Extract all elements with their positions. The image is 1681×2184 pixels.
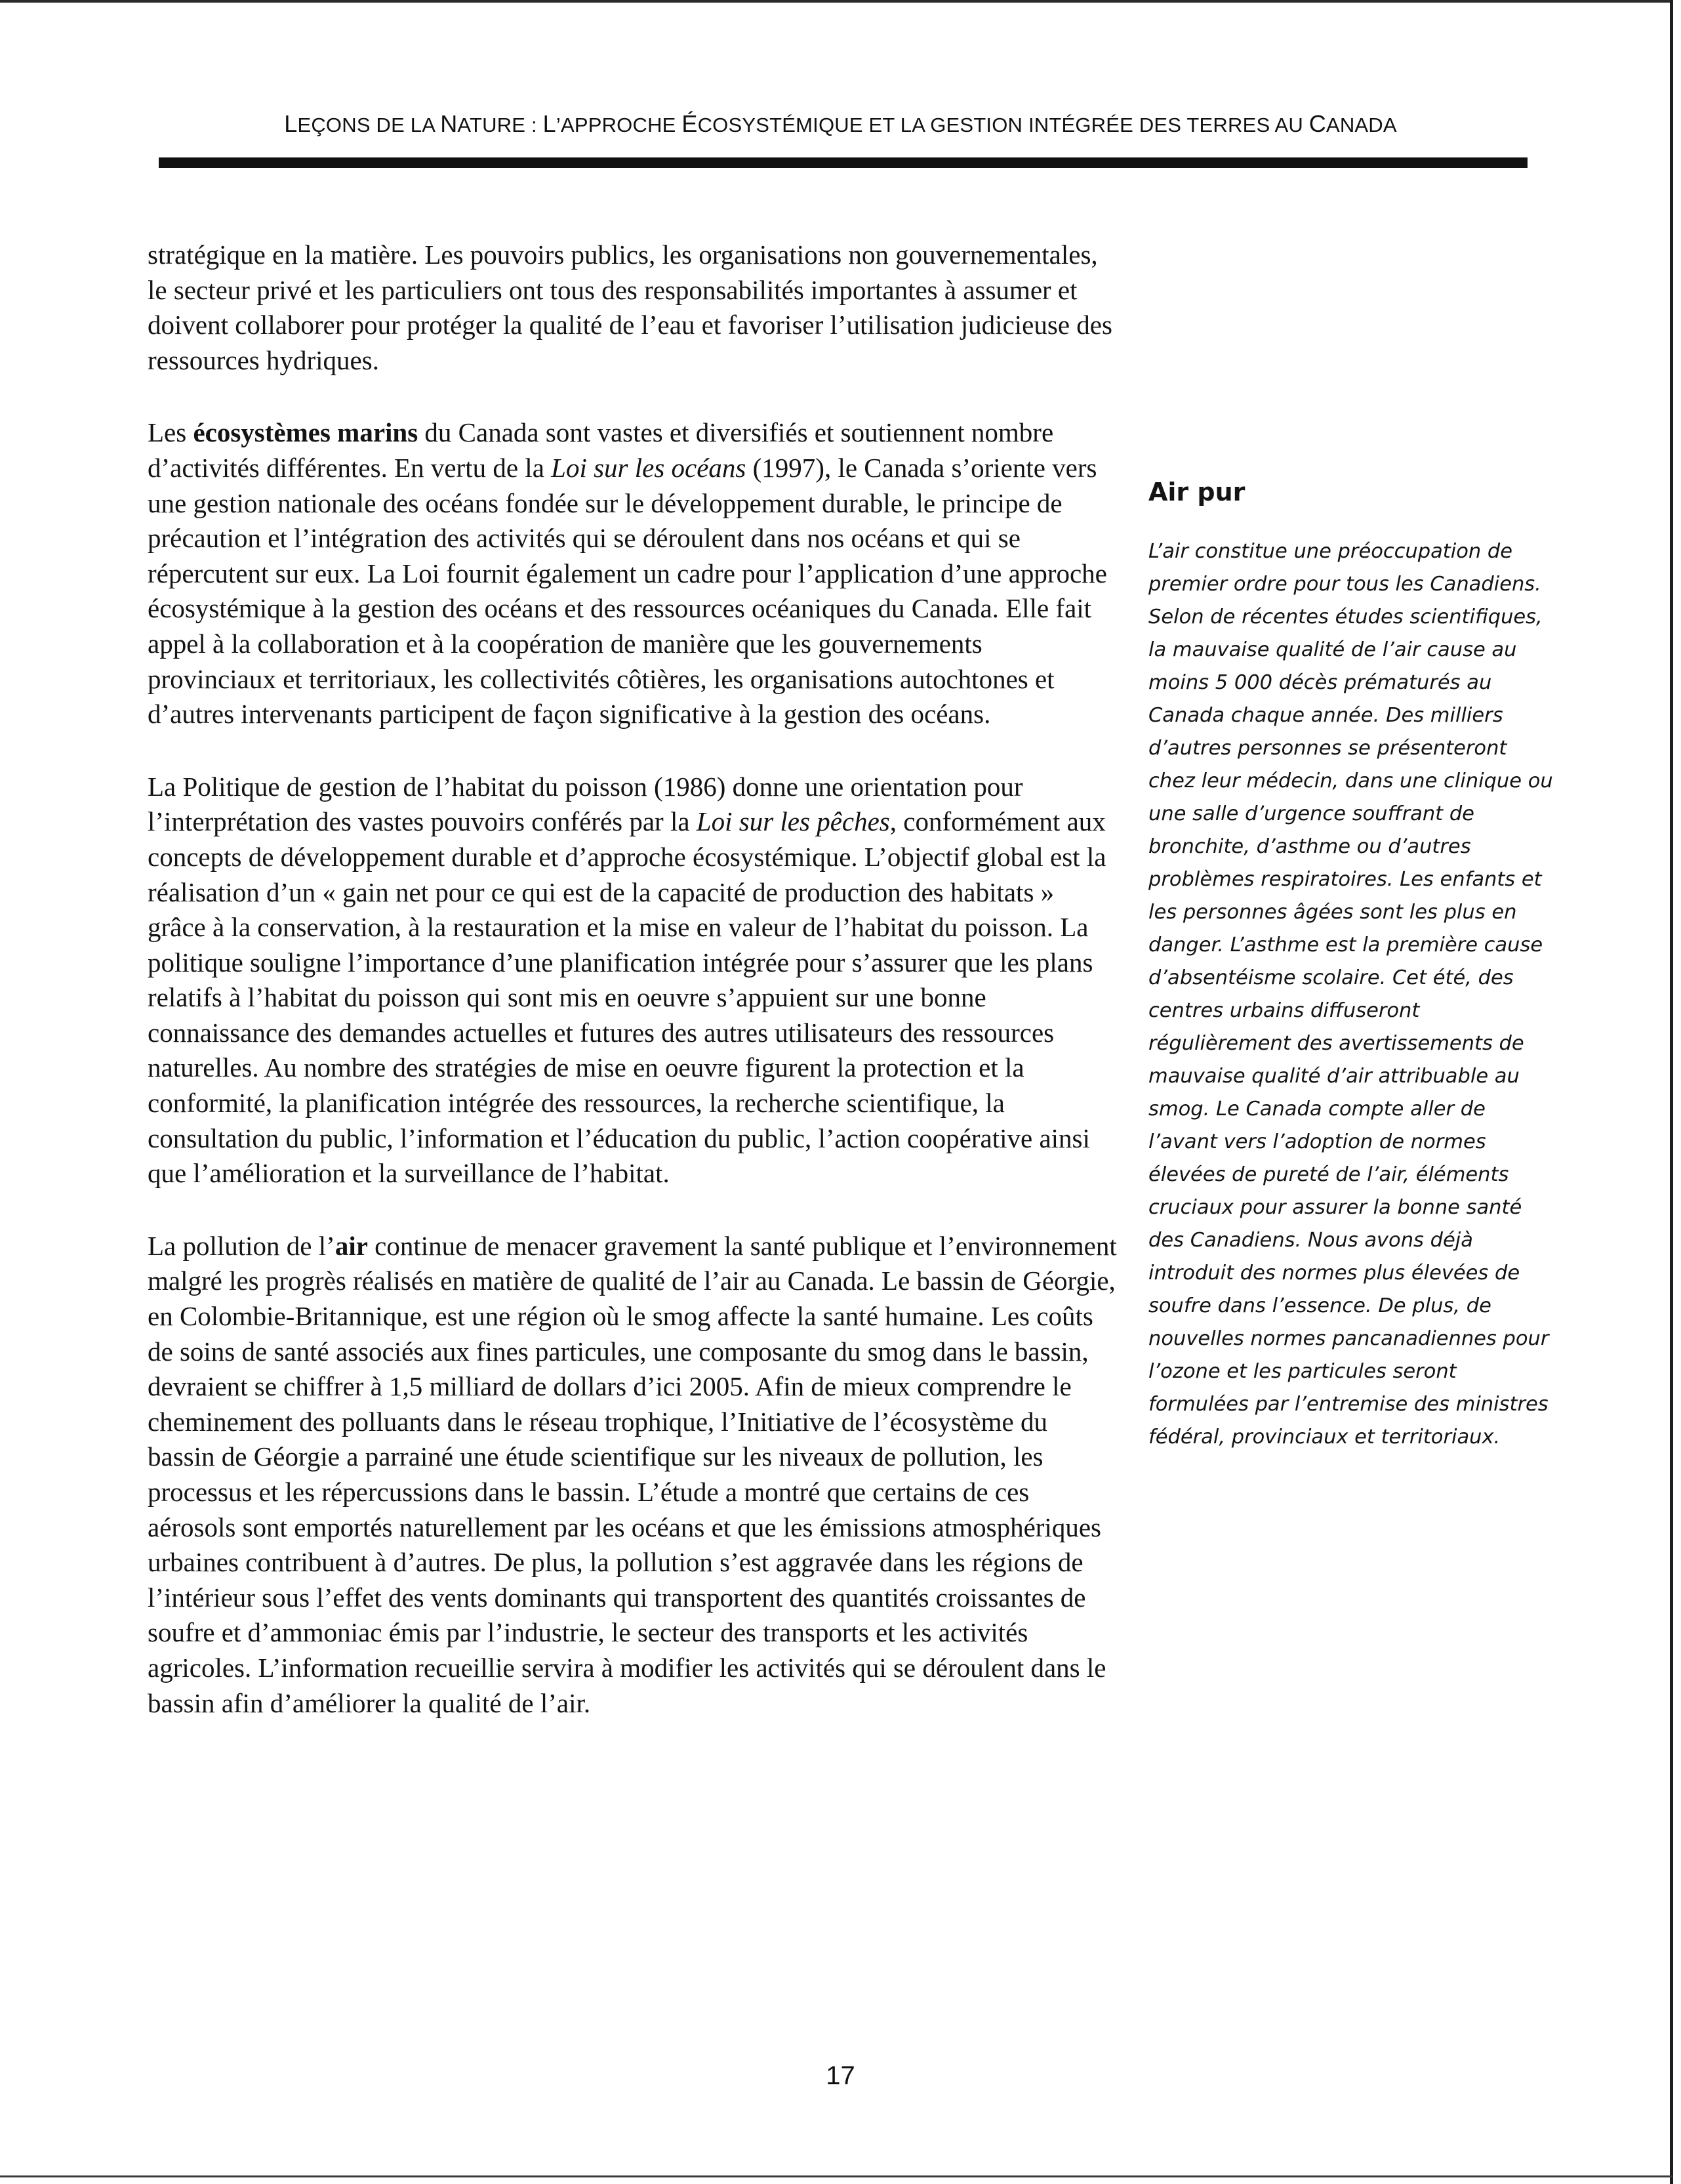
running-header-segment: C [1308,110,1326,137]
sidebar-title: Air pur [1148,478,1246,506]
body-paragraph [148,770,1117,1191]
bold-term: air [334,1230,368,1261]
running-header-segment: ATURE : [457,113,543,136]
text-run: continue de menacer gravement la santé publique et l’environnement malgré les progrès réalisés en matière de qualité de l’air au Canada. Le bassin de Géorgie, en Colombie-Britannique, est une région où le smog affecte la santé humaine. Les coûts de soins de santé associés aux fines particules, une composante du smog dans le bassin, devraient se chiffrer à 1,5 milliard de dollars d’ici 2005. Afin de mieux comprendre le cheminement des polluants dans le réseau trophique, l’Initiative de l’écosystème du bassin de Géorgie a parrainé une étude scientifique sur les niveaux de pollution, les processus et les répercussions dans le bassin. L’étude a montré que certains de ces aérosols sont emportés naturellement par les océans et que les émissions atmosphériques urbaines contribuent à d’autres. De plus, la pollution s’est aggravée dans les régions de l’intérieur sous l’effet des vents dominants qui transportent des quantités croissantes de soufre et d’ammoniac émis par l’industrie, le secteur des transports et les activités agricoles. L’information recueillie servira à modifier les activités qui se déroulent dans le bassin afin d’améliorer la qualité de l’air. [148,1230,1117,1718]
running-header-segment: L [542,110,556,137]
running-header-segment: N [440,110,458,137]
running-header-segment: ANADA [1326,113,1397,136]
text-run: La Politique de gestion de l’habitat du poisson (1986) donne une orientation pour l’interprétation des vastes pouvoirs conférés par la [148,771,1023,837]
running-header [0,110,1681,138]
bold-term: écosystèmes marins [193,417,418,448]
running-header-segment: EÇONS DE LA [297,113,441,136]
sidebar-body: L’air constitue une préoccupation de premier ordre pour tous les Canadiens. Selon de récentes études scientifiques, la mauvaise qualité de l’air cause au moins 5 000 décès prématurés au Canada chaque année. Des milliers d’autres personnes se présenteront chez leur médecin, dans une clinique ou une salle d’urgence souffrant de bronchite, d’asthme ou d’autres problèmes respiratoires. Les enfants et les personnes âgées sont les plus en danger. L’asthme est la première cause d’absentéisme scolaire. Cet été, des centres urbains diffuseront régulièrement des avertissements de mauvaise qualité d’air attribuable au smog. Le Canada compte aller de l’avant vers l’adoption de normes élevées de pureté de l’air, éléments cruciaux pour assurer la bonne santé des Canadiens. Nous avons déjà introduit des normes plus élevées de soufre dans l’essence. De plus, de nouvelles normes pancanadiennes pour l’ozone et les particules seront formulées par l’entremise des ministres fédéral, provinciaux et territoriaux. [1148,540,1553,1449]
running-header-segment: L [284,110,298,137]
text-run: La pollution de l’ [148,1230,335,1261]
page-number: 17 [826,2061,855,2090]
body-paragraph [148,415,1117,731]
body-paragraph [148,237,1117,378]
text-run: du Canada sont vastes et diversifiés et soutiennent nombre d’activités différentes. En vertu de la [148,417,1054,483]
running-header-segment: ’APPROCHE [556,113,682,136]
text-run: (1997), le Canada s’oriente vers une gestion nationale des océans fondée sur le développement durable, le principe de précaution et l’intégration des activités qui se déroulent dans nos océans et qui se répercutent sur eux. La Loi fournit également un cadre pour l’application d’une approche écosystémique à la gestion des océans et des ressources océaniques du Canada. Elle fait appel à la collaboration et à la coopération de manière que les gouvernements provinciaux et territoriaux, les collectivités côtières, les organisations autochtones et d’autres intervenants participent de façon significative à la gestion des océans. [148,452,1107,730]
italic-title: Loi sur les océans [551,452,746,483]
header-rule [159,157,1528,168]
page-border-top [0,0,1671,3]
text-run: stratégique en la matière. Les pouvoirs publics, les organisations non gouvernementales, le secteur privé et les particuliers ont tous des responsabilités importantes à assumer et doivent collaborer pour protéger la qualité de l’eau et favoriser l’utilisation judicieuse des ressources hydriques. [148,239,1112,375]
page-border-right [1670,0,1673,2184]
running-header-segment: COSYSTÉMIQUE ET LA GESTION INTÉGRÉE DES TERRES AU [697,113,1309,136]
text-run: Les [148,417,193,448]
running-header-segment: É [681,110,698,137]
text-run: , conformément aux concepts de développement durable et d’approche écosystémique. L’objectif global est la réalisation d’un « gain net pour ce qui est de la capacité de production des habitats » grâce à la conservation, à la restauration et la mise en valeur de l’habitat du poisson. La politique souligne l’importance d’une planification intégrée pour s’assurer que les plans relatifs à l’habitat du poisson qui sont mis en oeuvre s’appuient sur une bonne connaissance des demandes actuelles et futures des autres utilisateurs des ressources naturelles. Au nombre des stratégies de mise en oeuvre figurent la protection et la conformité, la planification intégrée des ressources, la recherche scientifique, la consultation du public, l’information et l’éducation du public, l’action coopérative ainsi que l’amélioration et la surveillance de l’habitat. [148,806,1106,1189]
body-paragraph [148,1229,1117,1721]
italic-title: Loi sur les pêches [696,806,890,837]
main-text-column [148,237,1117,1758]
sidebar-air-pur [1148,478,1555,1454]
page-border-bottom [0,2175,1672,2177]
